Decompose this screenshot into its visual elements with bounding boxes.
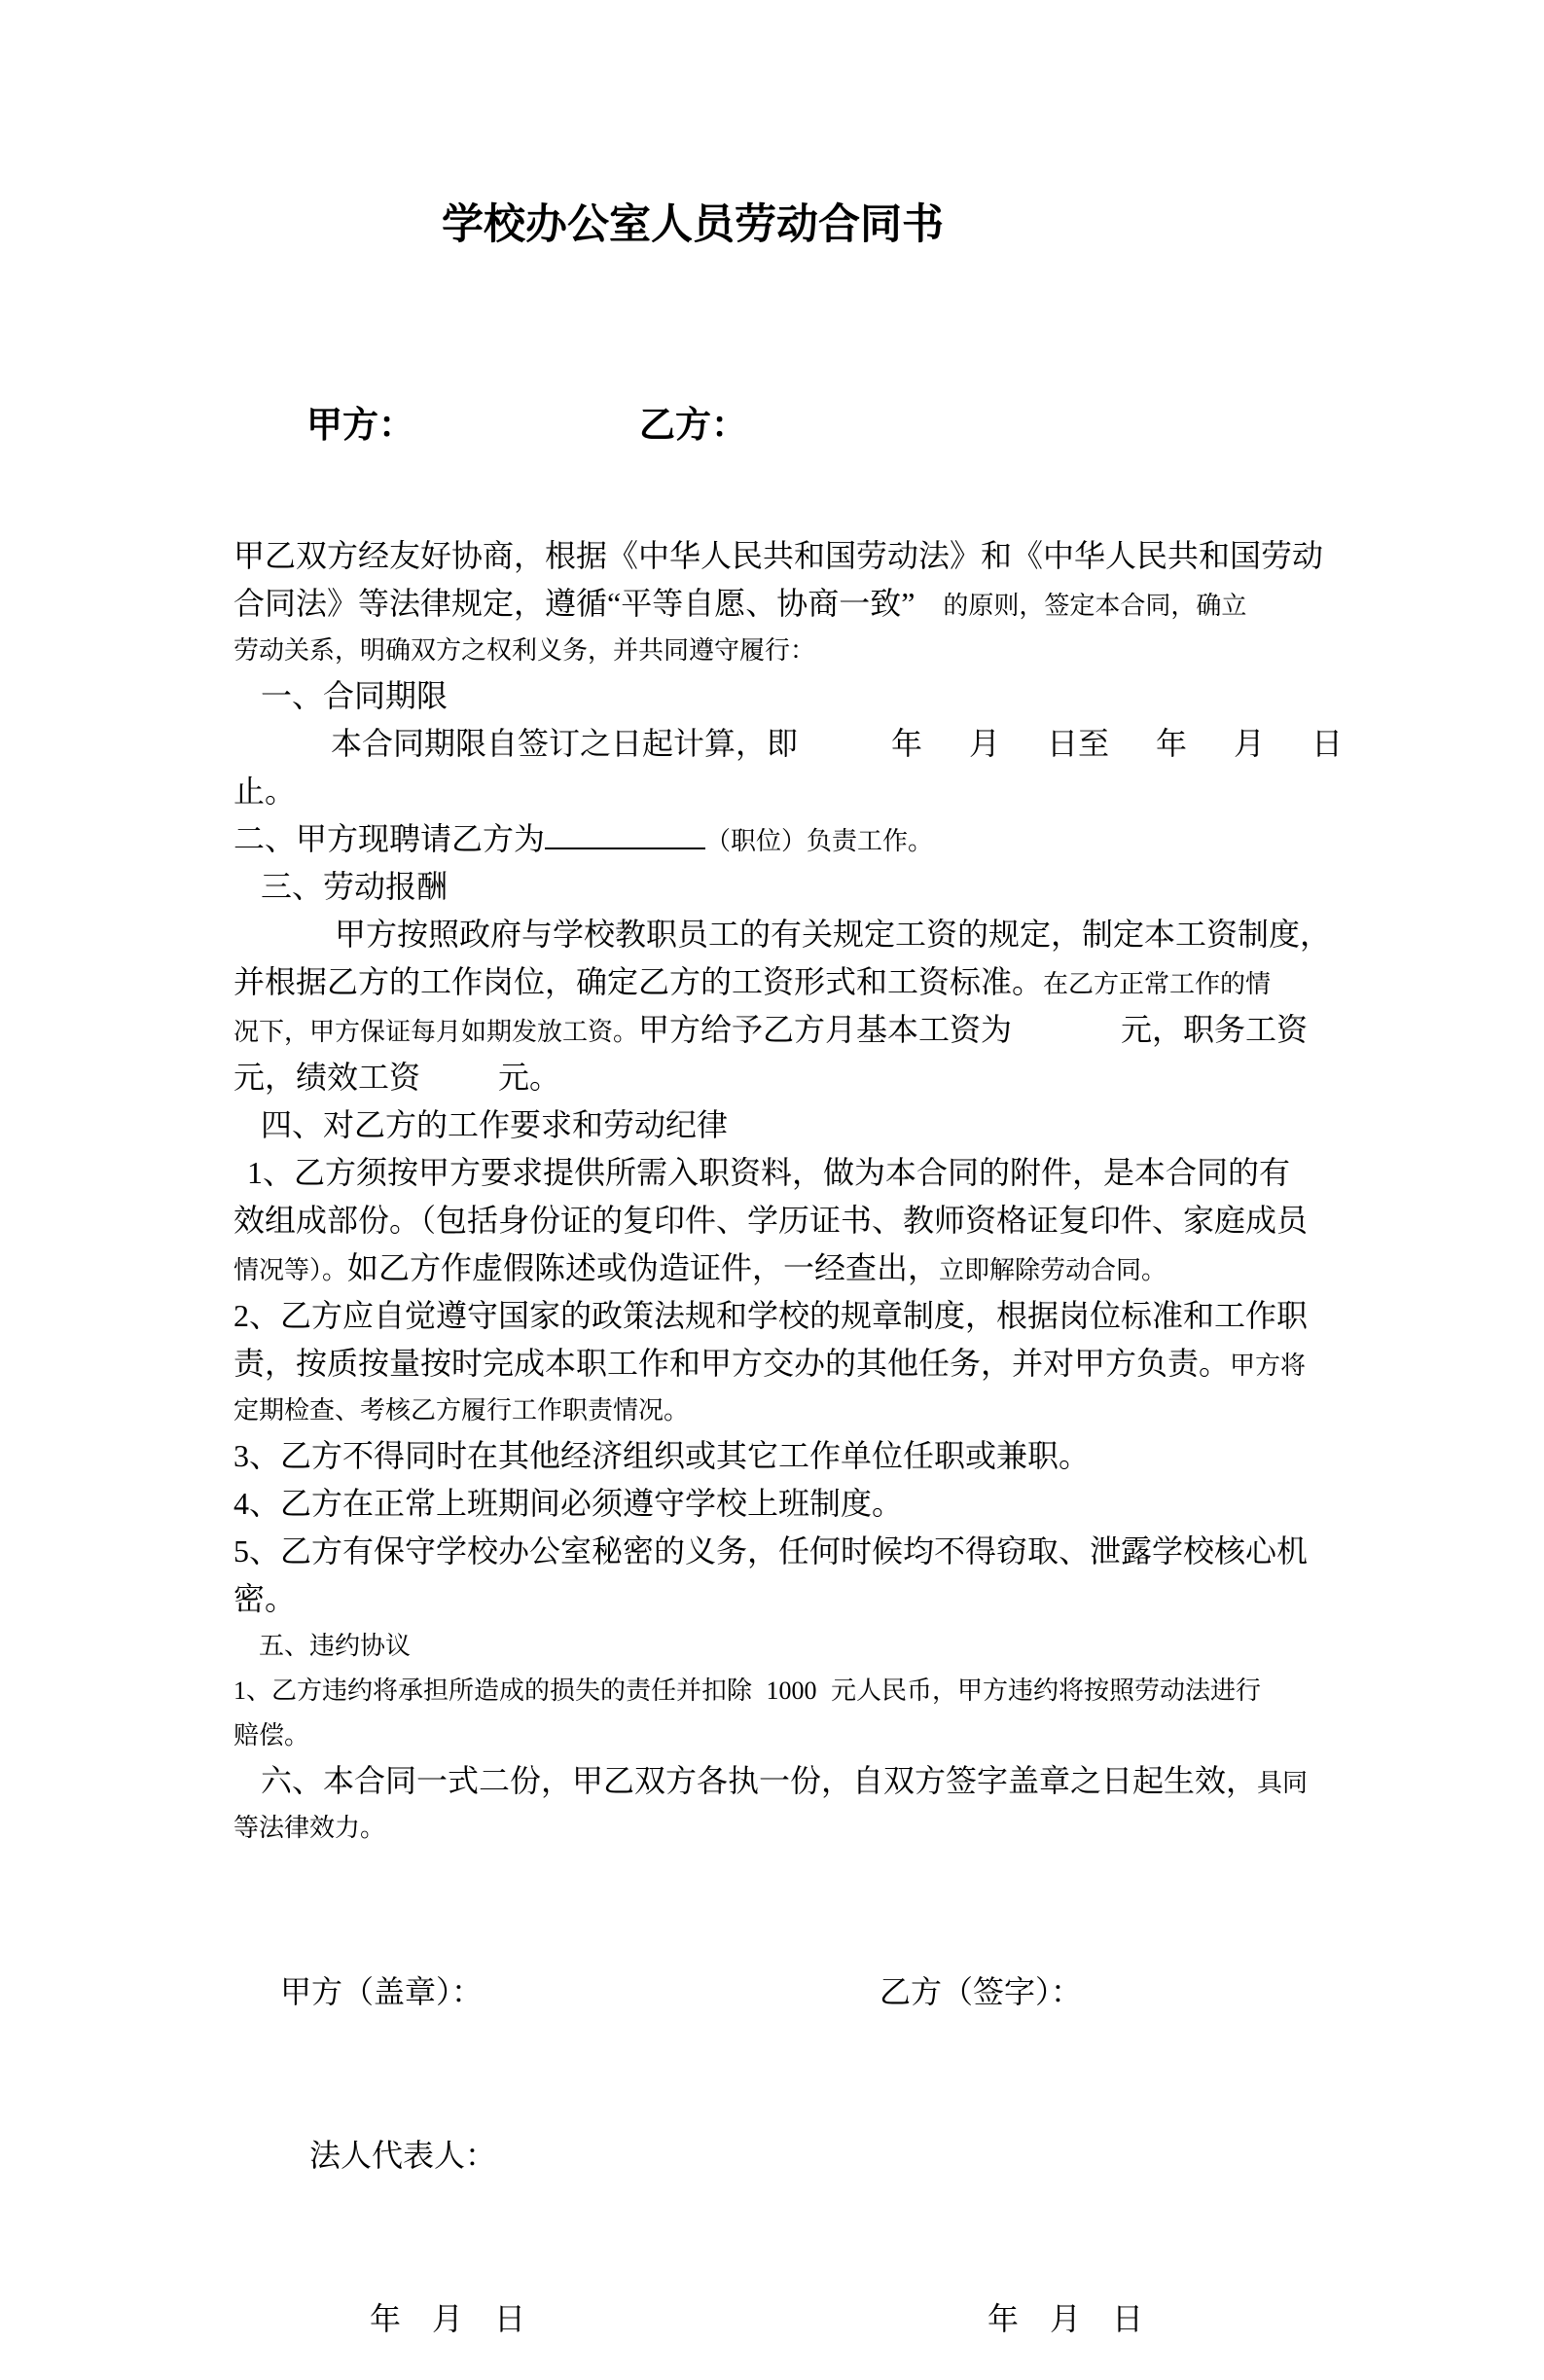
contract-line [233,1715,1325,1760]
text-segment: 1、乙方违约将承担所造成的损失的责任并扣除 1000 元人民币，甲方违约将按照劳动法进行 [233,1677,1262,1705]
party-b-sign-label: 乙方（签字）： [880,1974,1083,2009]
text-segment: 2、乙方应自觉遵守国家的政策法规和学校的规章制度，根据岗位标准和工作职 [233,1298,1309,1333]
contract-line [233,1671,1325,1715]
text-segment: 三、劳动报酬 [261,869,449,904]
text-segment: 4、乙方在正常上班期间必须遵守学校上班制度。 [233,1486,904,1521]
contract-line [233,723,1344,771]
text-segment: 定期检查、考核乙方履行工作职责情况。 [233,1396,690,1424]
text-segment: 甲方将 [1230,1352,1307,1380]
text-segment: 责，按质按量按时完成本职工作和甲方交办的其他任务，并对甲方负责。 [233,1346,1231,1381]
contract-line [233,1200,1325,1247]
contract-line [233,771,1325,818]
text-segment: 等法律效力。 [233,1814,386,1842]
contract-line [233,535,1325,583]
contract-line [233,1152,1325,1200]
text-segment: 甲乙双方经友好协商，根据《中华人民共和国劳动法》和《中华人民共和国劳动 [233,538,1324,573]
blank-underline-field [545,818,705,849]
text-segment: 元，绩效工资 元。 [233,1060,561,1095]
contract-line [233,1531,1325,1578]
text-segment: 甲方给予乙方月基本工资为 元，职务工资 [638,1012,1309,1047]
seal-sign-row [233,1930,1325,2053]
legal-rep-label: 法人代表人： [309,2138,497,2173]
contract-line [233,1760,1325,1808]
text-segment: 情况等）。 [233,1256,348,1284]
signature-block [233,1930,1325,2380]
date-left: 年 月 日 [370,2301,526,2336]
text-segment: 甲方按照政府与学校教职员工的有关规定工资的规定，制定本工资制度， [335,917,1332,952]
contract-line [233,1435,1325,1483]
text-segment: 3、乙方不得同时在其他经济组织或其它工作单位任职或兼职。 [233,1438,1091,1473]
contract-line [233,1578,1325,1626]
contract-line [233,1247,1325,1295]
text-segment: 合同法》等法律规定，遵循“平等自愿、协商一致” [233,586,916,621]
text-segment: 具同 [1257,1769,1309,1797]
contract-line [233,1808,1325,1853]
contract-line [233,1390,1325,1435]
contract-line [233,1483,1325,1531]
text-segment: 六、本合同一式二份，甲乙双方各执一份，自双方签字盖章之日起生效， [261,1763,1258,1798]
contract-line [233,1626,1325,1671]
date-right: 年 月 日 [987,2301,1144,2336]
text-segment: 立即解除劳动合同。 [939,1256,1167,1284]
text-segment: 的原则，签定本合同，确立 [915,592,1247,620]
text-segment: （职位）负责工作。 [705,827,934,855]
contract-line [233,961,1325,1009]
text-segment: 五、违约协议 [259,1632,412,1660]
contract-line [233,818,1325,866]
text-segment: 止。 [233,774,297,809]
text-segment: 本合同期限自签订之日起计算，即 年 月 日至 年 月 日 [331,726,1344,761]
party-labels-row [233,353,1325,499]
text-segment: 效组成部份。（包括身份证的复印件、学历证书、教师资格证复印件、家庭成员 [233,1203,1309,1238]
legal-rep-row [233,2094,1325,2217]
contract-line [233,583,1325,631]
contract-line [233,1009,1325,1057]
party-a-label: 甲方： [306,406,414,446]
contract-line [233,1057,1325,1104]
contract-line [233,866,1325,914]
contract-line [233,1343,1325,1390]
text-segment: 劳动关系，明确双方之权利义务，并共同遵守履行： [233,636,816,665]
text-segment: 况下，甲方保证每月如期发放工资。 [233,1018,639,1046]
contract-line [233,631,1325,675]
text-segment: 1、乙方须按甲方要求提供所需入职资料，做为本合同的附件，是本合同的有 [247,1155,1291,1190]
text-segment: 并根据乙方的工作岗位，确定乙方的工资形式和工资标准。 [233,964,1044,999]
date-row [233,2257,1325,2380]
contract-line [233,1104,1325,1152]
contract-body [233,535,1344,1853]
text-segment: 5、乙方有保守学校办公室秘密的义务，任何时候均不得窃取、泄露学校核心机 [233,1533,1309,1569]
party-a-seal-label: 甲方（盖章）： [280,1974,484,2009]
text-segment: 一、合同期限 [261,678,449,713]
contract-line [233,1295,1325,1343]
text-segment: 四、对乙方的工作要求和劳动纪律 [261,1107,729,1142]
text-segment: 二、甲方现聘请乙方为 [233,821,546,856]
contract-line [233,675,1325,723]
contract-line [233,914,1332,961]
document-title: 学校办公室人员劳动合同书 [442,201,944,248]
text-segment: 密。 [233,1581,297,1616]
text-segment: 在乙方正常工作的情 [1043,970,1272,998]
text-segment: 如乙方作虚假陈述或伪造证件，一经查出， [347,1250,940,1285]
text-segment: 赔偿。 [233,1721,310,1749]
party-b-label: 乙方： [639,406,747,446]
